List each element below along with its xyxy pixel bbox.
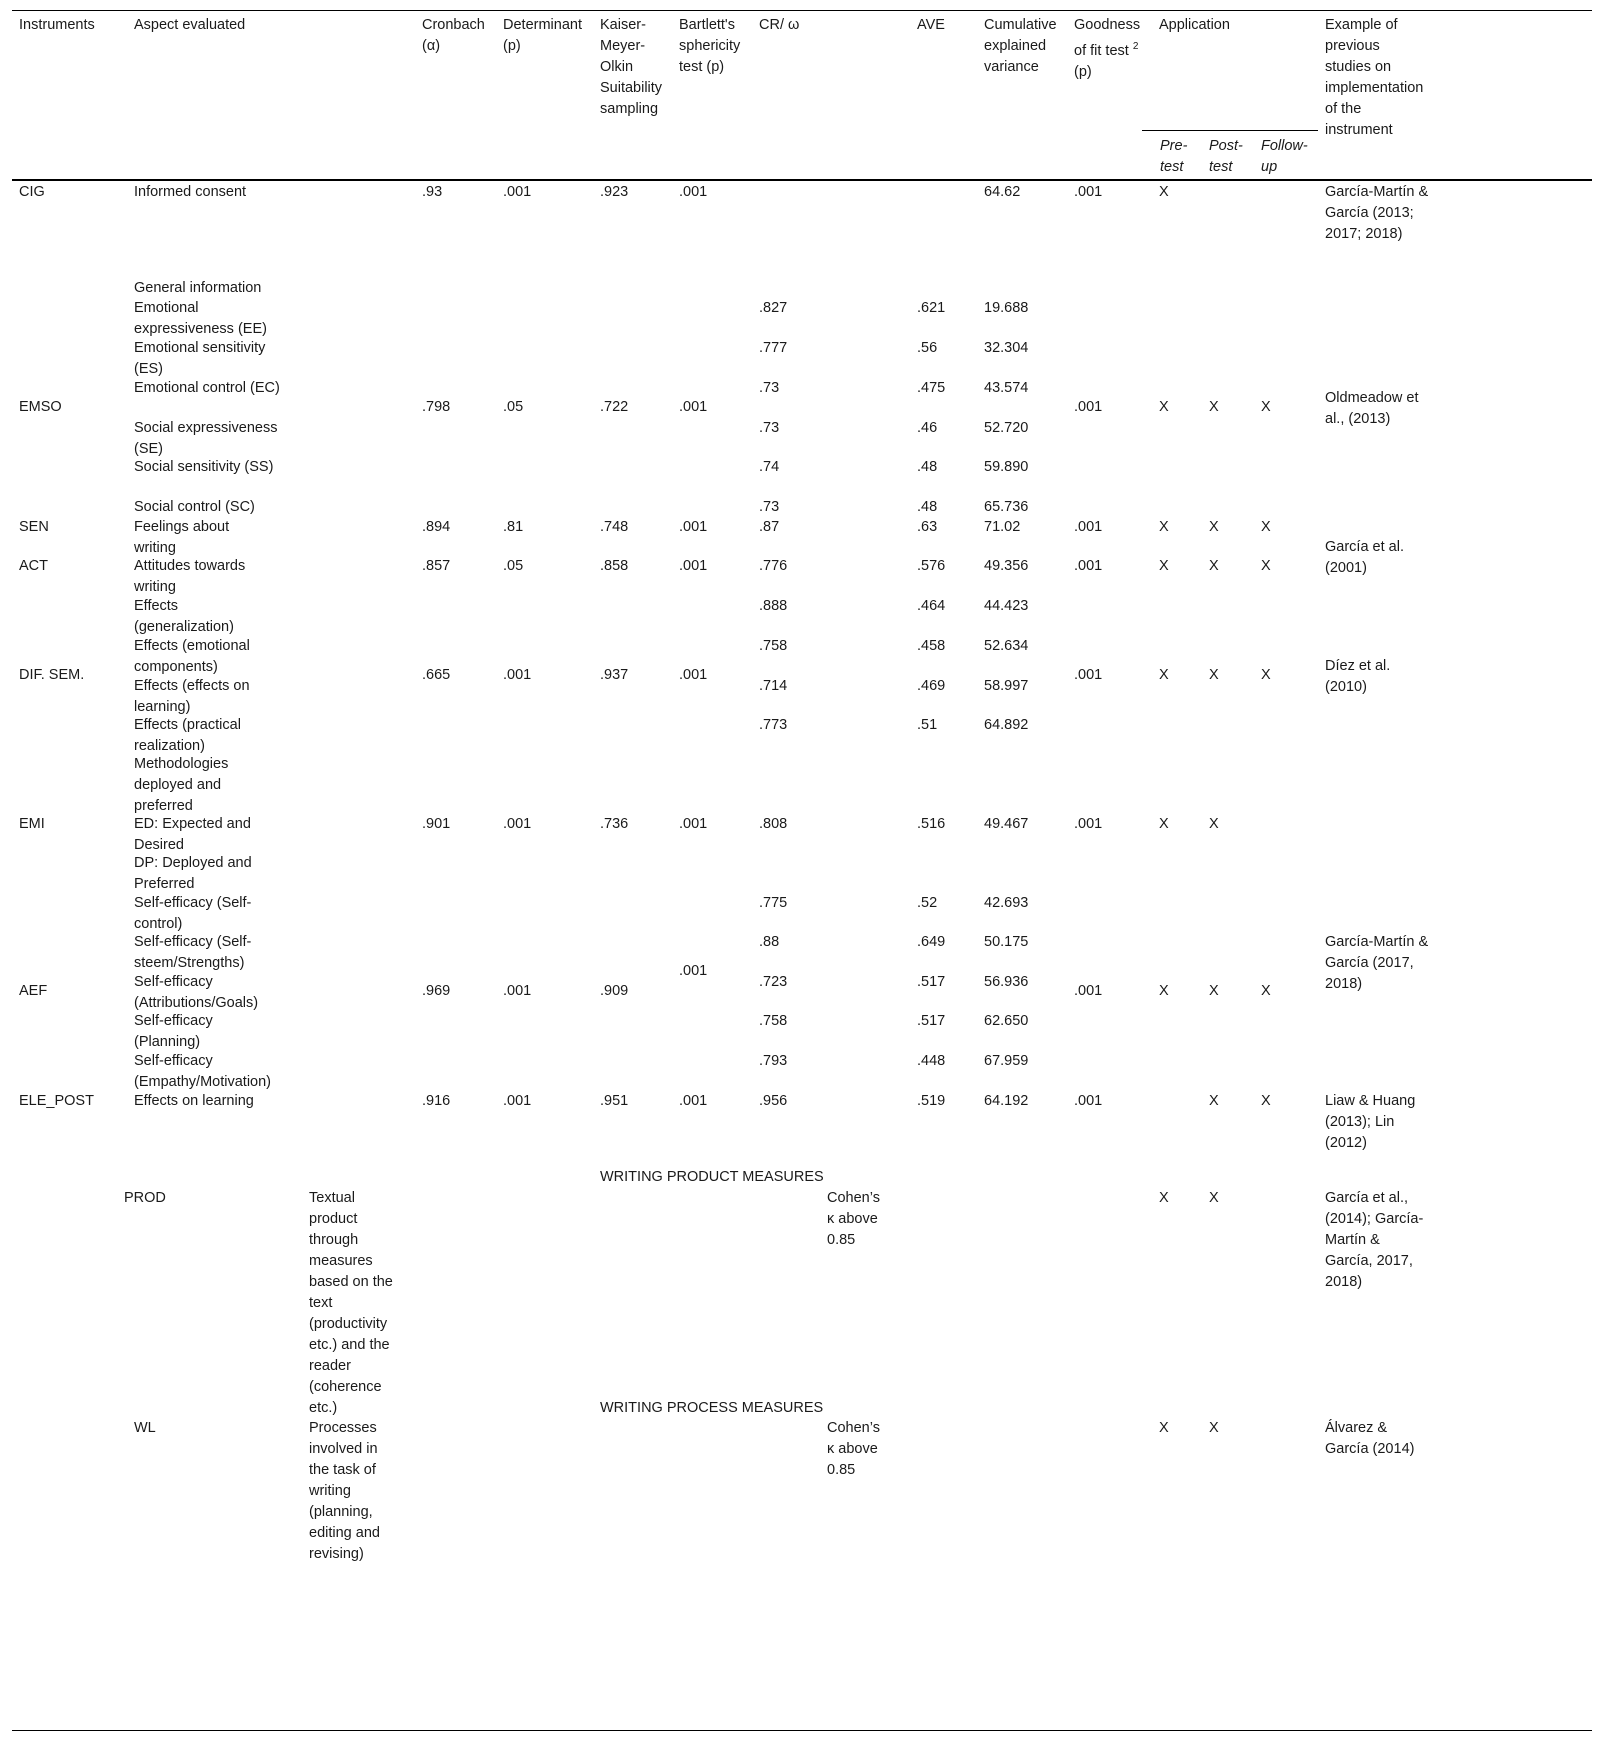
emso-ave: .48 bbox=[917, 459, 938, 475]
header-followup: Follow-up bbox=[1261, 138, 1308, 175]
prod-ref: García et al., (2014); García-Martín & García, 2017, 2018) bbox=[1325, 1190, 1424, 1290]
emi-kmo: .736 bbox=[600, 816, 629, 832]
difsem-aspect: Effects (practical realization) bbox=[134, 717, 241, 754]
sen-post: X bbox=[1209, 519, 1219, 535]
cig-bart: .001 bbox=[679, 184, 708, 200]
act-det: .05 bbox=[503, 558, 524, 574]
aef-aspect: Self-efficacy (Self-control) bbox=[134, 895, 252, 932]
process-section-title: WRITING PROCESS MEASURES bbox=[600, 1400, 824, 1416]
difsem-cumvar: 58.997 bbox=[984, 678, 1029, 694]
emso-aspect: Social sensitivity (SS) bbox=[134, 459, 274, 475]
emso-ave: .56 bbox=[917, 340, 938, 356]
wl-ref: Álvarez & García (2014) bbox=[1325, 1420, 1415, 1457]
emi-gof: .001 bbox=[1074, 816, 1103, 832]
header-kmo: Kaiser-Meyer-Olkin Suitability sampling bbox=[600, 17, 663, 117]
wl-reliability: Cohen’s κ above 0.85 bbox=[827, 1420, 880, 1478]
emi-bart: .001 bbox=[679, 816, 708, 832]
psychometric-table bbox=[12, 10, 1592, 1732]
difsem-cumvar: 52.634 bbox=[984, 638, 1029, 654]
header-gof-sup: 2 bbox=[1132, 41, 1139, 52]
sen-det: .81 bbox=[503, 519, 524, 535]
aef-cr: .793 bbox=[759, 1053, 788, 1069]
aef-aspect: Self-efficacy (Self-steem/Strengths) bbox=[134, 934, 252, 971]
emso-gof: .001 bbox=[1074, 399, 1103, 415]
cig-cumvar: 64.62 bbox=[984, 184, 1021, 200]
difsem-det: .001 bbox=[503, 667, 532, 683]
emi-instrument: EMI bbox=[19, 816, 45, 832]
emso-aspect: Social expressiveness (SE) bbox=[134, 420, 278, 457]
difsem-pre: X bbox=[1159, 667, 1169, 683]
prod-pre: X bbox=[1159, 1190, 1169, 1206]
ele-instrument: ELE_POST bbox=[19, 1093, 94, 1109]
header-cumvar: Cumulative explained variance bbox=[984, 17, 1057, 75]
emso-cr: .777 bbox=[759, 340, 788, 356]
difsem-cumvar: 64.892 bbox=[984, 717, 1029, 733]
emi-post: X bbox=[1209, 816, 1219, 832]
act-cumvar: 49.356 bbox=[984, 558, 1029, 574]
emso-aspect: Social control (SC) bbox=[134, 499, 255, 515]
header-example: Example of previous studies on implementation of the instrument bbox=[1325, 17, 1424, 138]
emso-cr: .827 bbox=[759, 300, 788, 316]
difsem-ave: .458 bbox=[917, 638, 946, 654]
act-bart: .001 bbox=[679, 558, 708, 574]
act-alpha: .857 bbox=[422, 558, 451, 574]
difsem-aspect: Effects (emotional components) bbox=[134, 638, 250, 675]
aef-cumvar: 62.650 bbox=[984, 1013, 1029, 1029]
aef-post: X bbox=[1209, 983, 1219, 999]
sen-pre: X bbox=[1159, 519, 1169, 535]
emi-aspect-methodologies: Methodologies deployed and preferred bbox=[134, 756, 229, 814]
cig-alpha: .93 bbox=[422, 184, 443, 200]
emso-general-info: General information bbox=[134, 280, 262, 296]
aef-cumvar: 50.175 bbox=[984, 934, 1029, 950]
cig-kmo: .923 bbox=[600, 184, 629, 200]
emso-cr: .73 bbox=[759, 420, 780, 436]
difsem-ave: .51 bbox=[917, 717, 938, 733]
aef-cumvar: 56.936 bbox=[984, 974, 1029, 990]
act-kmo: .858 bbox=[600, 558, 629, 574]
sen-ave: .63 bbox=[917, 519, 938, 535]
cig-instrument: CIG bbox=[19, 184, 45, 200]
top-rule bbox=[12, 10, 1592, 11]
prod-post: X bbox=[1209, 1190, 1219, 1206]
header-instruments: Instruments bbox=[19, 17, 95, 33]
emso-bart: .001 bbox=[679, 399, 708, 415]
emso-post: X bbox=[1209, 399, 1219, 415]
aef-gof: .001 bbox=[1074, 983, 1103, 999]
aef-cr: .758 bbox=[759, 1013, 788, 1029]
aef-ref: García-Martín & García (2017, 2018) bbox=[1325, 934, 1429, 992]
cig-pre: X bbox=[1159, 184, 1169, 200]
difsem-ave: .464 bbox=[917, 598, 946, 614]
bottom-rule bbox=[12, 1730, 1592, 1731]
aef-instrument: AEF bbox=[19, 983, 48, 999]
wl-post: X bbox=[1209, 1420, 1219, 1436]
act-instrument: ACT bbox=[19, 558, 48, 574]
emso-ref: Oldmeadow et al., (2013) bbox=[1325, 390, 1419, 427]
emi-alpha: .901 bbox=[422, 816, 451, 832]
cig-gof: .001 bbox=[1074, 184, 1103, 200]
emso-cr: .73 bbox=[759, 499, 780, 515]
header-gof bbox=[1074, 15, 1150, 83]
aef-ave: .448 bbox=[917, 1053, 946, 1069]
wl-instrument: WL bbox=[134, 1420, 156, 1436]
ele-cumvar: 64.192 bbox=[984, 1093, 1029, 1109]
header-gof-p: (p) bbox=[1074, 63, 1092, 80]
cig-ref: García-Martín & García (2013; 2017; 2018) bbox=[1325, 184, 1429, 242]
act-follow: X bbox=[1261, 558, 1271, 574]
aef-cumvar: 67.959 bbox=[984, 1053, 1029, 1069]
wl-pre: X bbox=[1159, 1420, 1169, 1436]
ele-cr: .956 bbox=[759, 1093, 788, 1109]
ele-ref: Liaw & Huang (2013); Lin (2012) bbox=[1325, 1093, 1416, 1151]
difsem-cr: .714 bbox=[759, 678, 788, 694]
aef-kmo: .909 bbox=[600, 983, 629, 999]
emso-ave: .46 bbox=[917, 420, 938, 436]
difsem-instrument: DIF. SEM. bbox=[19, 667, 85, 683]
difsem-kmo: .937 bbox=[600, 667, 629, 683]
emso-kmo: .722 bbox=[600, 399, 629, 415]
emi-ave: .516 bbox=[917, 816, 946, 832]
difsem-cr: .888 bbox=[759, 598, 788, 614]
difsem-cumvar: 44.423 bbox=[984, 598, 1029, 614]
aef-aspect: Self-efficacy (Attributions/Goals) bbox=[134, 974, 259, 1011]
act-aspect: Attitudes towards writing bbox=[134, 558, 246, 595]
header-bartlett: Bartlett's sphericity test (p) bbox=[679, 17, 741, 75]
emso-ave: .475 bbox=[917, 380, 946, 396]
emso-cumvar: 32.304 bbox=[984, 340, 1029, 356]
sen-aspect: Feelings about writing bbox=[134, 519, 230, 556]
emso-cr: .73 bbox=[759, 380, 780, 396]
aef-cr: .775 bbox=[759, 895, 788, 911]
sen-alpha: .894 bbox=[422, 519, 451, 535]
difsem-post: X bbox=[1209, 667, 1219, 683]
header-aspect: Aspect evaluated bbox=[134, 17, 246, 33]
emso-aspect: Emotional sensitivity (ES) bbox=[134, 340, 266, 377]
aef-ave: .649 bbox=[917, 934, 946, 950]
emi-cumvar: 49.467 bbox=[984, 816, 1029, 832]
ele-ave: .519 bbox=[917, 1093, 946, 1109]
emso-ave: .621 bbox=[917, 300, 946, 316]
act-ave: .576 bbox=[917, 558, 946, 574]
wl-aspect: Processes involved in the task of writing (planning, editing and revising) bbox=[309, 1420, 380, 1562]
sen-cumvar: 71.02 bbox=[984, 519, 1021, 535]
difsem-alpha: .665 bbox=[422, 667, 451, 683]
difsem-cr: .758 bbox=[759, 638, 788, 654]
emi-pre: X bbox=[1159, 816, 1169, 832]
emso-aspect: Emotional expressiveness (EE) bbox=[134, 300, 267, 337]
act-post: X bbox=[1209, 558, 1219, 574]
aef-cumvar: 42.693 bbox=[984, 895, 1029, 911]
prod-reliability: Cohen’s κ above 0.85 bbox=[827, 1190, 880, 1248]
sen-cr: .87 bbox=[759, 519, 780, 535]
emso-pre: X bbox=[1159, 399, 1169, 415]
prod-instrument: PROD bbox=[124, 1190, 166, 1206]
difsem-gof: .001 bbox=[1074, 667, 1103, 683]
sen-follow: X bbox=[1261, 519, 1271, 535]
aef-aspect: Self-efficacy (Empathy/Motivation) bbox=[134, 1053, 271, 1090]
difsem-ref: Díez et al. (2010) bbox=[1325, 658, 1391, 695]
aef-det: .001 bbox=[503, 983, 532, 999]
aef-alpha: .969 bbox=[422, 983, 451, 999]
difsem-aspect: Effects (effects on learning) bbox=[134, 678, 250, 715]
difsem-follow: X bbox=[1261, 667, 1271, 683]
emso-cumvar: 59.890 bbox=[984, 459, 1029, 475]
sen-kmo: .748 bbox=[600, 519, 629, 535]
emi-aspect-dp: DP: Deployed and Preferred bbox=[134, 855, 252, 892]
sen-act-ref: García et al. (2001) bbox=[1325, 539, 1404, 576]
header-pretest: Pre-test bbox=[1160, 138, 1188, 175]
emso-cr: .74 bbox=[759, 459, 780, 475]
aef-cr: .88 bbox=[759, 934, 780, 950]
act-cr: .776 bbox=[759, 558, 788, 574]
header-cronbach: Cronbach (α) bbox=[422, 17, 485, 54]
ele-alpha: .916 bbox=[422, 1093, 451, 1109]
prod-aspect: Textual product through measures based on the text (productivity etc.) and the reader (coherence etc.) bbox=[309, 1190, 393, 1416]
header-posttest: Post-test bbox=[1209, 138, 1243, 175]
emi-aspect-ed: ED: Expected and Desired bbox=[134, 816, 251, 853]
ele-bart: .001 bbox=[679, 1093, 708, 1109]
header-ave: AVE bbox=[917, 17, 945, 33]
header-determinant: Determinant (p) bbox=[503, 17, 582, 54]
cig-det: .001 bbox=[503, 184, 532, 200]
emso-instrument: EMSO bbox=[19, 399, 62, 415]
sen-instrument: SEN bbox=[19, 519, 49, 535]
header-bottom-rule bbox=[12, 179, 1592, 181]
emso-follow: X bbox=[1261, 399, 1271, 415]
difsem-aspect: Effects (generalization) bbox=[134, 598, 234, 635]
aef-ave: .517 bbox=[917, 974, 946, 990]
emso-aspect: Emotional control (EC) bbox=[134, 380, 280, 396]
aef-ave: .517 bbox=[917, 1013, 946, 1029]
emso-ave: .48 bbox=[917, 499, 938, 515]
difsem-ave: .469 bbox=[917, 678, 946, 694]
emi-det: .001 bbox=[503, 816, 532, 832]
difsem-bart: .001 bbox=[679, 667, 708, 683]
header-cr: CR/ ω bbox=[759, 17, 800, 33]
aef-pre: X bbox=[1159, 983, 1169, 999]
emso-alpha: .798 bbox=[422, 399, 451, 415]
ele-aspect: Effects on learning bbox=[134, 1093, 254, 1109]
product-section-title: WRITING PRODUCT MEASURES bbox=[600, 1169, 824, 1185]
sen-gof: .001 bbox=[1074, 519, 1103, 535]
ele-post: X bbox=[1209, 1093, 1219, 1109]
aef-aspect: Self-efficacy (Planning) bbox=[134, 1013, 213, 1050]
ele-gof: .001 bbox=[1074, 1093, 1103, 1109]
emso-cumvar: 65.736 bbox=[984, 499, 1029, 515]
aef-follow: X bbox=[1261, 983, 1271, 999]
emso-cumvar: 19.688 bbox=[984, 300, 1029, 316]
header-application: Application bbox=[1159, 17, 1230, 33]
aef-ave: .52 bbox=[917, 895, 938, 911]
application-subheader-rule bbox=[1142, 130, 1318, 131]
emso-cumvar: 43.574 bbox=[984, 380, 1029, 396]
ele-kmo: .951 bbox=[600, 1093, 629, 1109]
sen-bart: .001 bbox=[679, 519, 708, 535]
emso-det: .05 bbox=[503, 399, 524, 415]
cig-aspect: Informed consent bbox=[134, 184, 247, 200]
emi-cr: .808 bbox=[759, 816, 788, 832]
header-gof-label: Goodness of fit test bbox=[1074, 17, 1141, 59]
act-gof: .001 bbox=[1074, 558, 1103, 574]
ele-det: .001 bbox=[503, 1093, 532, 1109]
aef-cr: .723 bbox=[759, 974, 788, 990]
aef-bart: .001 bbox=[679, 963, 708, 979]
ele-follow: X bbox=[1261, 1093, 1271, 1109]
difsem-cr: .773 bbox=[759, 717, 788, 733]
act-pre: X bbox=[1159, 558, 1169, 574]
emso-cumvar: 52.720 bbox=[984, 420, 1029, 436]
